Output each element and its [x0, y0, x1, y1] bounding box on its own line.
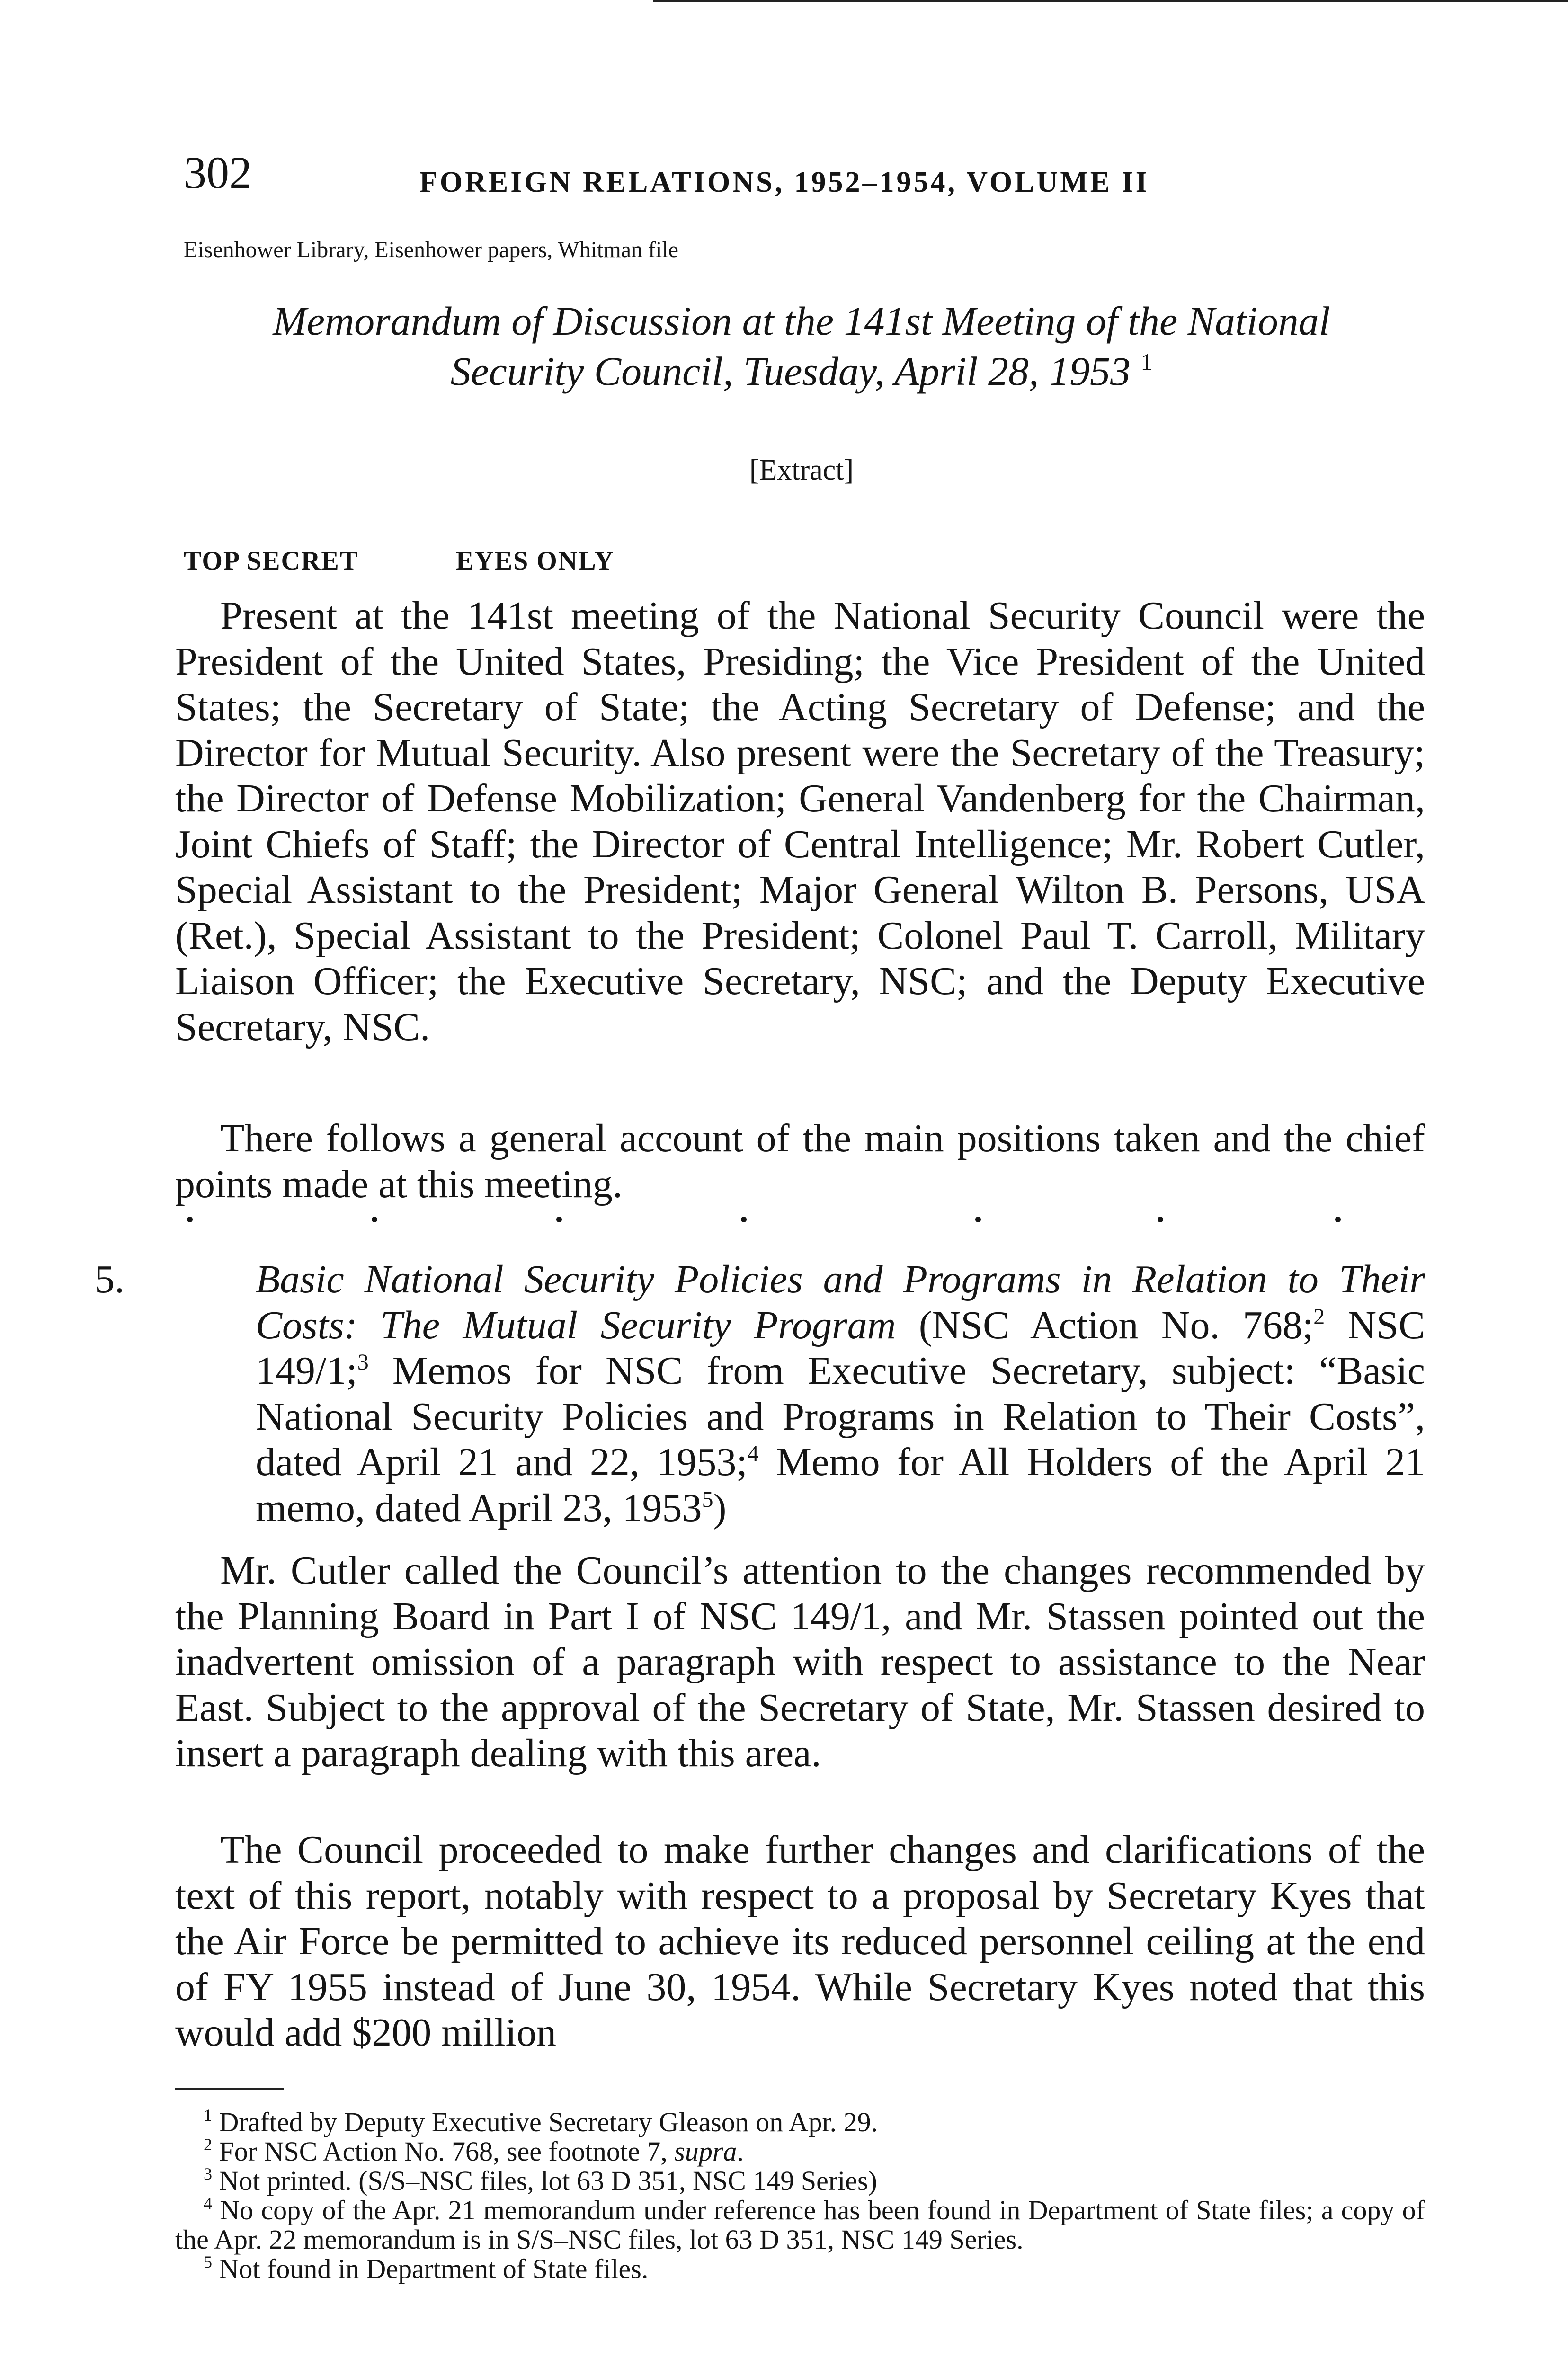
title-line-2-text: Security Council, Tuesday, April 28, 1953 [450, 348, 1131, 394]
item-heading: Basic National Security Policies and Programs in Relation to Their Costs: The Mutual Security Program [256, 1257, 1425, 1347]
footnotes [175, 2108, 1425, 2284]
footnote-text: For NSC Action No. 768, see footnote 7, [219, 2136, 675, 2167]
ellipsis-dot [975, 1217, 981, 1222]
footnote-text: Not found in Department of State files. [219, 2253, 649, 2284]
ellipsis-dot [1158, 1217, 1163, 1222]
title-line-2 [184, 346, 1419, 396]
footnote-text: No copy of the Apr. 21 memorandum under reference has been found in Department of State files; a copy of the Apr. 22 memorandum is in S/S–NSC files, lot 63 D 351, NSC 149 Series. [175, 2195, 1425, 2255]
footnote-number: 4 [204, 2194, 212, 2213]
body-paragraph-planning-board [175, 1548, 1425, 1777]
footnote-2 [175, 2137, 1425, 2166]
title-footnote-ref[interactable]: 1 [1140, 348, 1153, 375]
paragraph-text: There follows a general account of the main positions taken and the chief points made at this meeting. [175, 1116, 1425, 1206]
item-text-a: (NSC Action No. 768; [896, 1303, 1314, 1347]
extract-label: [Extract] [749, 454, 854, 486]
footnote-italic: supra [674, 2136, 737, 2167]
running-head [184, 147, 1244, 204]
item-text-d: Memo for All Holders of the April 21 memo, dated April 23, 1953 [256, 1440, 1425, 1530]
footnote-number: 2 [204, 2135, 212, 2154]
item-text-c: Memos for NSC from Executive Secretary, subject: “Basic National Security Policies and Programs in Relation to Their Costs”, dated April 21 and 22, 1953; [256, 1349, 1425, 1484]
footnote-3 [175, 2166, 1425, 2196]
footnote-number: 1 [204, 2106, 212, 2125]
ellipsis-dot [741, 1217, 747, 1222]
paragraph-text: The Council proceeded to make further changes and clarifications of the text of this report, notably with respect to a proposal by Secretary Kyes that the Air Force be permitted to achieve its reduced personnel ceiling at the end of FY 1955 instead of June 30, 1954. While Secretary Kyes noted that this would add $200 million [175, 1828, 1425, 2055]
item-text-e: ) [713, 1486, 727, 1530]
footnote-ref-3[interactable]: 3 [357, 1350, 369, 1375]
classification-marking [184, 545, 615, 577]
ellipsis-dot [187, 1217, 193, 1222]
footnote-ref-5[interactable]: 5 [702, 1486, 713, 1512]
footnote-separator [175, 2088, 284, 2090]
footnote-text: Drafted by Deputy Executive Secretary Gleason on Apr. 29. [219, 2107, 878, 2137]
paragraph-text: Mr. Cutler called the Council’s attention to the changes recommended by the Planning Board in Part I of NSC 149/1, and Mr. Stassen pointed out the inadvertent omission of a paragraph with respect to assistance to the Near East. Subject to the approval of the Secretary of State, Mr. Stassen desired to insert a paragraph dealing with this area. [175, 1548, 1425, 1775]
handling-caveat: EYES ONLY [456, 546, 615, 576]
footnote-text: Not printed. (S/S–NSC files, lot 63 D 351, NSC 149 Series) [219, 2165, 877, 2196]
footnote-ref-4[interactable]: 4 [747, 1441, 759, 1466]
ellipsis-dot [372, 1217, 377, 1222]
agenda-item-5: 5. Basic National Security Policies and Programs in Relation to Their Costs: The Mutual Security Program (NSC Action No. 768;$^2$ NSC 149/1;$^3$ Memos for NSC from Executive Secretary, subject: “Basic National Security Policies and Programs in Relation to Their Costs”, dated April 21 and 22, 1953;$^4$ Memo for All Holders of the April 21 memo, dated April 23, 1953$^5$) [95, 1257, 1425, 1530]
body-paragraph-council-changes [175, 1827, 1425, 2056]
document-title [184, 296, 1419, 396]
ellipsis-dot [556, 1217, 562, 1222]
body-paragraph-attendees [175, 593, 1425, 1050]
running-title: FOREIGN RELATIONS, 1952–1954, VOLUME II [419, 166, 1149, 198]
footnote-number: 5 [204, 2252, 212, 2271]
ellipsis-dot [1335, 1217, 1341, 1222]
body-paragraph-summary-note [175, 1116, 1425, 1207]
page-number: 302 [184, 147, 252, 198]
footnote-4 [175, 2196, 1425, 2254]
footnote-ref-2[interactable]: 2 [1313, 1304, 1325, 1329]
footnote-1 [175, 2108, 1425, 2137]
omission-ellipsis [187, 1206, 1437, 1235]
footnote-number: 3 [204, 2164, 212, 2183]
paragraph-text: Present at the 141st meeting of the National Security Council were the President of the United States, Presiding; the Vice President of the United States; the Secretary of State; the Acting Secretary of Defense; and the Director for Mutual Security. Also present were the Secretary of the Treasury; the Director of Defense Mobilization; General Vandenberg for the Chairman, Joint Chiefs of Staff; the Director of Central Intelligence; Mr. Robert Cutler, Special Assistant to the President; Major General Wilton B. Persons, USA (Ret.), Special Assistant to the President; Colonel Paul T. Carroll, Military Liaison Officer; the Executive Secretary, NSC; and the Deputy Executive Secretary, NSC. [175, 594, 1425, 1049]
title-line-1: Memorandum of Discussion at the 141st Meeting of the National [273, 298, 1330, 344]
classification-level: TOP SECRET [184, 546, 359, 576]
source-citation: Eisenhower Library, Eisenhower papers, Whitman file [184, 237, 678, 262]
item-text-b: NSC 149/1; [256, 1303, 1425, 1393]
footnote-tail: . [737, 2136, 744, 2167]
footnote-5 [175, 2254, 1425, 2284]
